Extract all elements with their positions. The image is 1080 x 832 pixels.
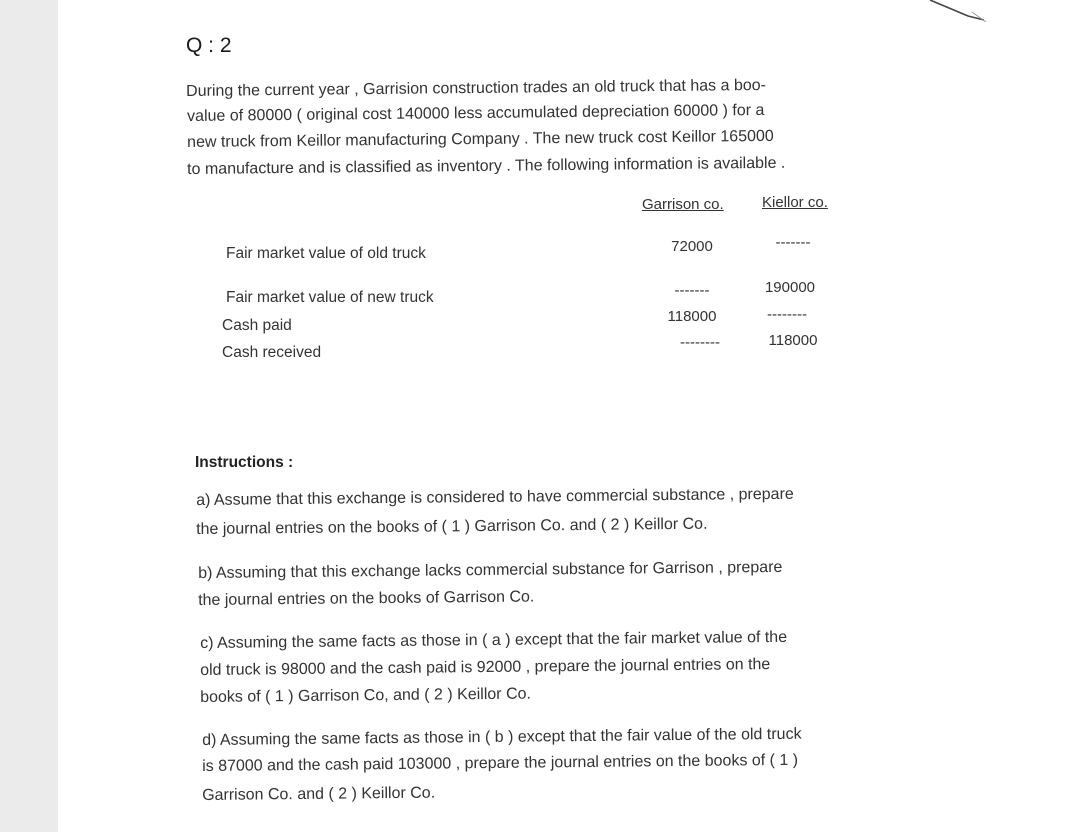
instruction-c-line-3: books of ( 1 ) Garrison Co, and ( 2 ) Keillor Co.: [200, 685, 532, 706]
cell-keillor-old-truck: -------: [775, 234, 811, 251]
table-header-keillor: Kiellor co.: [762, 194, 828, 211]
row-label-cash-received: Cash received: [222, 344, 322, 361]
page-corner-mark: [928, 0, 988, 22]
intro-line-4: to manufacture and is classified as inventory . The following information is available .: [187, 154, 786, 178]
instruction-d-line-2: is 87000 and the cash paid 103000 , prepare the journal entries on the books of ( 1 ): [202, 751, 799, 775]
intro-line-2: value of 80000 ( original cost 140000 less accumulated depreciation 60000 ) for a: [187, 101, 765, 125]
instruction-d-line-3: Garrison Co. and ( 2 ) Keillor Co.: [202, 784, 436, 804]
instruction-c-line-2: old truck is 98000 and the cash paid is 92000 , prepare the journal entries on the: [200, 656, 771, 679]
table-header-garrison: Garrison co.: [642, 196, 724, 213]
instruction-c-line-1: c) Assuming the same facts as those in ( a ) except that the fair market value of the: [200, 628, 788, 652]
row-label-new-truck-fmv: Fair market value of new truck: [226, 289, 434, 306]
instruction-d-line-1: d) Assuming the same facts as those in ( b ) except that the fair value of the old truck: [202, 725, 802, 749]
intro-line-3: new truck from Keillor manufacturing Company . The new truck cost Keillor 165000: [187, 127, 774, 151]
instruction-b-line-1: b) Assuming that this exchange lacks commercial substance for Garrison , prepare: [198, 558, 783, 582]
cell-keillor-new-truck: 190000: [764, 279, 816, 296]
cell-keillor-cash-received: 118000: [768, 332, 818, 349]
instruction-a-line-2: the journal entries on the books of ( 1 ) Garrison Co. and ( 2 ) Keillor Co.: [196, 515, 708, 538]
cell-garrison-cash-received: --------: [680, 334, 720, 351]
cell-garrison-cash-paid: 118000: [667, 308, 717, 325]
cell-garrison-new-truck: -------: [674, 282, 710, 299]
row-label-cash-paid: Cash paid: [222, 317, 292, 334]
instructions-heading: Instructions :: [195, 454, 294, 471]
instruction-b-line-2: the journal entries on the books of Garrison Co.: [198, 588, 535, 609]
question-title: Q : 2: [186, 34, 232, 57]
cell-keillor-cash-paid: --------: [767, 306, 807, 323]
row-label-old-truck-fmv: Fair market value of old truck: [226, 245, 426, 262]
instruction-a-line-1: a) Assume that this exchange is considered to have commercial substance , prepare: [196, 485, 794, 509]
cell-garrison-old-truck: 72000: [671, 238, 713, 255]
intro-line-1: During the current year , Garrision construction trades an old truck that has a boo-: [186, 76, 767, 100]
